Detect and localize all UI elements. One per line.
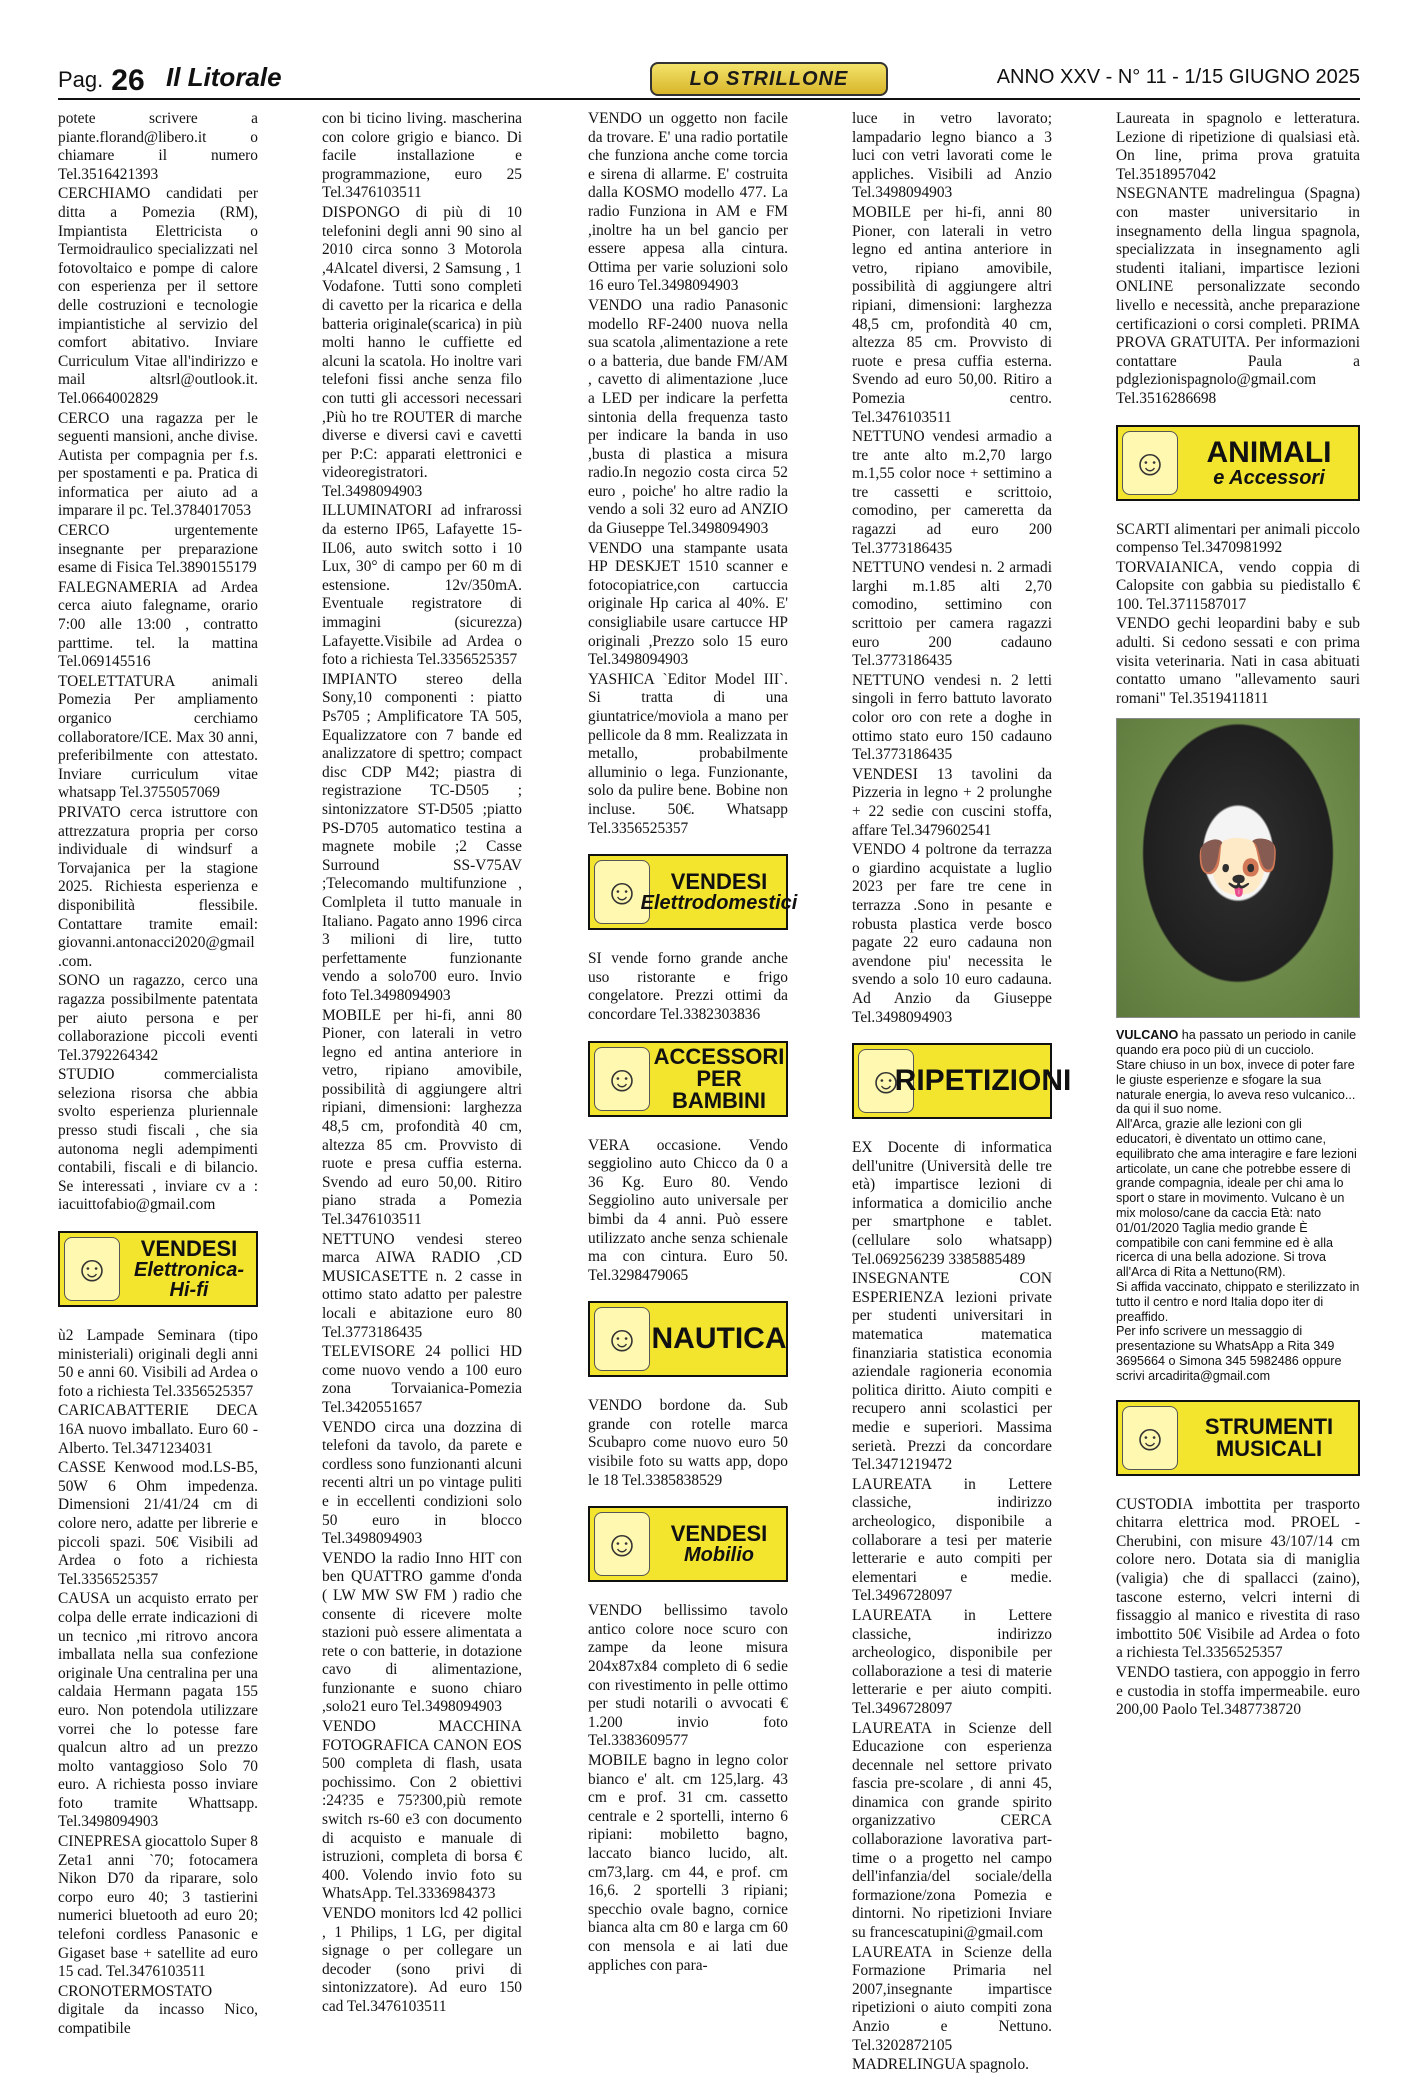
classified-ad: VENDO una radio Panasonic modello RF-2400 nuova nella sua scatola ,alimentazione a rete o a batteria, due bande FM/AM , cavetto di alimentazione ,luce a LED per indicare la perfetta sintonia della frequenza tasto per indicare la banda in uso ,busta di plastica a misura radio.In negozio costa circa 52 euro , poiche' ho altre radio la vendo a soli 32 euro ad ANZIO da Giuseppe Tel.3498094903 [588, 296, 788, 538]
banner-line-1: VENDESI [670, 1521, 768, 1547]
classified-ad: VENDO un oggetto non facile da trovare. E' una radio portatile che funziona anche come torcia e sirena di allarme. E' costruita dalla KOSMO modello 477. La radio Funziona in AM e FM ,inoltre ha un bel gancio per essere appesa alla cintura. Ottima per varie soluzioni solo 16 euro Tel.3498094903 [588, 110, 788, 295]
classified-ad: LAUREATA in Scienze dell Educazione con esperienza decennale nel settore privato fascia pre-scolare , di anni 45, dinamica con grande spirito organizzativo CERCA collaborazione lavorativa part-time o a progetto nel campo dell'infanzia/del sociale/della formazione/zona Pomezia e dintorni. No ripetizioni Inviare su francescatupini@gmail.com [852, 1719, 1052, 1942]
newsboy-icon: ☺ [594, 860, 650, 924]
classified-ad: NSEGNANTE madrelingua (Spagna) con master universitario in insegnamento della lingua spagnola, specializzata in insegnamento agli studenti italiani, impartisce lezioni ONLINE personalizzate secondo livello e necessità, anche preparazione certificazioni o corsi completi. PRIMA PROVA GRATUITA. Per informazioni contattare Paula a pdglezionispagnolo@gmail.com Tel.3516286698 [1116, 185, 1360, 407]
classified-ad: NETTUNO vendesi armadio a tre ante alto m.2,70 largo m.1,55 color noce + settimino a tre cassetti e scrittoio, comodino, per cameretta da ragazzi ad euro 200 Tel.3773186435 [852, 428, 1052, 557]
classified-ad: DISPONGO di più di 10 telefonini degli anni 90 sino al 2010 circa sonno 3 Motorola ,4Alcatel diversi, 2 Samsung , 1 Vodafone. Tutti sono completi di cavetto per la ricarica e della batteria originale(scarica) in più molti hanno le cuffiette ed alcuni la scatola. Ho inoltre vari telefoni fissi anche senza filo con tutti gli accessori necessari ,Più ho tre ROUTER di marche diverse e diversi cavi e cavetti per P:C: apparati elettronici e videoregistratori. Tel.3498094903 [322, 203, 522, 500]
banner-text [653, 1043, 785, 1115]
classified-ad: TELEVISORE 24 pollici HD come nuovo vendo a 100 euro zona Torvaianica-Pomezia Tel.3420551657 [322, 1343, 522, 1416]
column-2 [322, 110, 522, 2018]
newsboy-icon: ☺ [858, 1049, 914, 1113]
classified-ad: IMPIANTO stereo della Sony,10 componenti : piatto Ps705 ; Amplificatore TA 505, Equalizzatore con 7 bande ed analizzatore di spettro; compact disc CDP M42; piastra di registrazione TC-D505 ; sintonizzatore ST-D505 ;piatto PS-D705 automatico testina a magnete mobile ;2 Casse Surround SS-V75AV ;Telecomando multifunzione , Comlpleta il tutto manuale in Italiano. Pagato anno 1996 circa 3 milioni di lire, tutto perfettamente funzionante vendo a solo700 euro. Invio foto Tel.3498094903 [322, 670, 522, 1004]
ads-group [1116, 110, 1360, 409]
classified-ad: NETTUNO vendesi stereo marca AIWA RADIO ,CD MUSICASETTE n. 2 casse in ottimo stato adatto per palestre locali e abitazione euro 80 Tel.3773186435 [322, 1230, 522, 1341]
classified-ad: VENDO MACCHINA FOTOGRAFICA CANON EOS 500 completa di flash, usata pochissimo. Con 2 obiettivi :24?35 e 75?300,più remote switch rs-60 e3 con documento di acquisto e manuale di istruzioni, completa di borsa € 400. Volendo invio foto su WhatsApp. Tel.3336984373 [322, 1718, 522, 1903]
classified-ad: MOBILE bagno in legno color bianco e' alt. cm 125,larg. 43 cm e prof. 31 cm. cassetto centrale e 2 sportelli, interno 6 ripiani: mobiletto bagno, laccato bianco lucido, alt. cm73,larg. cm 44, e prof. cm 16,6. 2 sportelli 3 ripiani; specchio ovale bagno, cornice bianca alta cm 80 e larga cm 60 con mensola e ai lati due appliches con para- [588, 1752, 788, 1974]
banner-text [894, 1045, 1072, 1117]
newsboy-icon: ☺ [1122, 431, 1178, 495]
dog-name: VULCANO [1116, 1028, 1179, 1043]
classified-ad: YASHICA `Editor Model III`. Si tratta di una giuntatrice/moviola a mano per pellicole da 8 mm. Realizzata in metallo, probabilmente alluminio o lega. Funzionante, solo da pulire bene. Bobine non incluse. 50€. Whatsapp Tel.3356525357 [588, 670, 788, 837]
header-divider [58, 98, 1360, 100]
banner-line-1: VENDESI [670, 869, 768, 895]
classified-ad: VENDO tastiera, con appoggio in ferro e custodia in stoffa impermeabile. euro 200,00 Paolo Tel.3487738720 [1116, 1663, 1360, 1719]
page-number: 26 [111, 64, 145, 97]
classified-ad: NETTUNO vendesi n. 2 letti singoli in ferro battuto lavorato color oro con rete a doghe in ottimo stato euro 150 cadauno Tel.3773186435 [852, 671, 1052, 764]
caption-text: Si affida vaccinato, chippato e sterilizzato in tutto il centro e nord Italia dopo iter di preaffido. [1116, 1279, 1360, 1324]
banner-text [1184, 427, 1354, 499]
ads-group [58, 110, 258, 1215]
banner-line-2: Mobilio [684, 1544, 754, 1567]
page-header [58, 58, 1360, 98]
classified-ad: TORVAIANICA, vendo coppia di Calopsite con gabbia su piedistallo € 100. Tel.3711587017 [1116, 558, 1360, 613]
classified-ad: CARICABATTERIE DECA 16A nuovo imballato. Euro 60 - Alberto. Tel.3471234031 [58, 1402, 258, 1457]
banner-line-2: Elettrodomestici [640, 892, 798, 915]
ads-group [58, 1327, 258, 2039]
column-4 [852, 110, 1072, 2076]
classified-ad: LAUREATA in Lettere classiche, indirizzo archeologico, disponibile a collaborare a tesi per materie letterarie e auto compiti per elementari e medie. Tel.3496728097 [852, 1475, 1052, 1605]
banner-text [1184, 1402, 1354, 1474]
ads-group [588, 1602, 788, 1975]
banner-text [126, 1233, 252, 1305]
classified-ad: VENDESI 13 tavolini da Pizzeria in legno + 2 prolunghe + 22 sedie con cuscini stoffa, affare Tel.3479602541 [852, 765, 1052, 839]
classified-ad: CERCO una ragazza per le seguenti mansioni, anche divise. Autista per compagnia per f.s. per spostamenti e pa. Pratica di informatica per aiuto ad a imparare il pc. Tel.3784017053 [58, 409, 258, 520]
classified-ad: PRIVATO cerca istruttore con attrezzatura propria per corso individuale di windsurf a Torvajanica per la stagione 2025. Richiesta esperienza e disponibilità flessibile. Contattare tramite email: giovanni.antonacci2020@gmail.com. [58, 803, 258, 970]
classified-ad: FALEGNAMERIA ad Ardea cerca aiuto falegname, orario 7:00 alle 13:00 , contratto parttime. tel. la mattina Tel.069145516 [58, 578, 258, 671]
dog-photo [1116, 718, 1360, 1018]
classified-ad: SONO un ragazzo, cerco una ragazza possibilmente patentata per aiuto persona e per collaborazione piccoli eventi Tel.3792264342 [58, 972, 258, 1064]
newsboy-icon: ☺ [594, 1047, 650, 1111]
classified-ad: CAUSA un acquisto errato per colpa delle errate indicazioni di un tecnico ,mi ritrovo ancora imballata nella sua confezione originale Una centralina per una caldaia Hermann pagata 155 euro. Non potendola utilizzare vorrei che lo potesse fare qualcun altro ad un prezzo molto vantaggioso Solo 70 euro. A richiesta posso inviare foto tramite Whattsapp. Tel.3498094903 [58, 1590, 258, 1831]
classified-ad: MOBILE per hi-fi, anni 80 Pioner, con laterali in vetro legno ed antina anteriore in vetro, ripiano amovibile, possibilità di aggiungere altri ripiani, dimensioni: larghezza 48,5 cm, profondità 40 cm, altezza 85 cm. Provvisto di ruote e presa cuffia esterna. Svendo ad euro 50,00. Ritiro piano strada a Pomezia Tel.3476103511 [322, 1006, 522, 1229]
classified-ad: SCARTI alimentari per animali piccolo compenso Tel.3470981992 [1116, 520, 1360, 557]
ads-group [588, 950, 788, 1024]
banner-line-1: STRUMENTI [1204, 1413, 1334, 1439]
classified-ad: Laureata in spagnolo e letteratura. Lezione di ripetizione di qualsiasi età. On line, prima prova gratuita Tel.3518957042 [1116, 110, 1360, 183]
banner-text [656, 1508, 782, 1580]
classified-ad: VENDO bordone da. Sub grande con rotelle marca Scubapro come nuovo euro 50 visibile foto su watts app, dopo le 18 Tel.3385838529 [588, 1397, 788, 1489]
classified-ad: VENDO circa una dozzina di telefoni da tavolo, da parete e cordless sono funzionanti alcuni recenti altri un po vintage puliti e in eccellenti condizioni solo 50 euro in blocco Tel.3498094903 [322, 1418, 522, 1548]
page-label-text: Pag. [58, 67, 104, 92]
ads-group [588, 110, 788, 838]
section-banner-nautica [588, 1301, 788, 1377]
classified-ad: VERA occasione. Vendo seggiolino auto Chicco da 0 a 36 Kg. Euro 80. Vendo Seggiolino auto universale per bimbi da 4 anni. Può essere utilizzato anche senza schienale ma con cintura. Euro 50. Tel.3298479065 [588, 1136, 788, 1284]
dog-caption [1116, 1028, 1360, 1383]
section-banner-elettronica [58, 1231, 258, 1307]
section-banner-animali [1116, 425, 1360, 501]
banner-line-1: RIPETIZIONI [894, 1064, 1072, 1098]
newsboy-icon: ☺ [594, 1512, 650, 1576]
classified-ad: VENDO bellissimo tavolo antico colore noce scuro con zampe da leone misura 204x87x84 completo di 6 sedie con rivestimento in pelle ottimo per studi notarili o avvocati € 1.200 invio foto Tel.3383609577 [588, 1602, 788, 1750]
classified-ad: CERCO urgentemente insegnante per preparazione esame di Fisica Tel.3890155179 [58, 522, 258, 577]
classified-ad: potete scrivere a piante.florand@libero.it o chiamare il numero Tel.3516421393 [58, 110, 258, 183]
classified-ad: NETTUNO vendesi n. 2 armadi larghi m.1.85 alti 2,70 comodino, settimino con scrittoio per camera ragazzi euro 200 cadauno Tel.3773186435 [852, 559, 1052, 670]
caption-text: ha passato un periodo in canile quando era poco più di un cucciolo. [1116, 1028, 1357, 1058]
classified-ad: VENDO 4 poltrone da terrazza o giardino acquistate a luglio 2023 per fare tre cene in terrazza .Sono in pesante e robusta plastica verde bosco pagate 22 euro cadauna non avendone piu' necessita le svendo a solo 10 euro cadauna. Ad Anzio da Giuseppe Tel.3498094903 [852, 841, 1052, 1026]
classified-ad: STUDIO commercialista seleziona risorsa che abbia svolto esperienza pluriennale presso studi fiscali , che sia autonoma negli adempimenti contabili, fiscali e di bilancio. Se interessati , inviare cv a : iacuittofabio@gmail.com [58, 1066, 258, 1214]
ads-group [1116, 1496, 1360, 1720]
banner-line-1: VENDESI [140, 1236, 238, 1262]
classified-ad: VENDO monitors lcd 42 pollici , 1 Philips, 1 LG, per digital signage o per collegare un decoder (sono privi di sintonizzatore). Ad euro 150 cad Tel.3476103511 [322, 1905, 522, 2015]
classified-ad: EX Docente di informatica dell'unitre (Università delle tre età) impartisce lezioni di informatica a domicilio anche per smartphone e tablet. (cellulare solo whatsapp) Tel.069256239 3385885489 [852, 1139, 1052, 1268]
classified-ad: CUSTODIA imbottita per trasporto chitarra elettrica mod. PROEL - Cherubini, con misure 43/107/14 cm colore nero. Dotata sia di maniglia (valigia) che di spallacci (zaino), tascone esterno, velcri interni di fissaggio al manico e rivestita di raso imbottito 50€ Visibile ad Ardea o foto a richiesta Tel.3356525357 [1116, 1495, 1360, 1662]
classified-ad: luce in vetro lavorato; lampadario legno bianco a 3 luci con vetri lavorati come le appliches. Visibili ad Anzio Tel.3498094903 [852, 110, 1052, 202]
classified-ad: CERCHIAMO candidati per ditta a Pomezia (RM), Impiantista Elettricista o Termoidraulico specializzati nel fotovoltaico e pompe di calore con esperienza per il settore delle costruzioni e tecnologie impiantistiche al servizio del comfort abitativo. Inviare Curriculum Vitae all'indirizzo e mail altsrl@outlook.it. Tel.0664002829 [58, 185, 258, 407]
banner-text [651, 1303, 787, 1375]
section-banner-elettrodomestici [588, 854, 798, 930]
classified-ad: CRONOTERMOSTATO digitale da incasso Nico, compatibile [58, 1982, 258, 2037]
section-banner-bambini [588, 1041, 788, 1117]
banner-line-1: ACCESSORI [653, 1043, 785, 1069]
banner-line-2: Elettronica-Hi-fi [133, 1259, 245, 1302]
publication-name: Il Litorale [166, 62, 282, 92]
caption-first [1116, 1028, 1360, 1058]
classified-ad: VENDO gechi leopardini baby e sub adulti. Si cedono sessati e con prima visita veterinaria. Nati in casa abituati contatto umano "allevamento sauri romani" Tel.3519411811 [1116, 615, 1360, 707]
banner-line-2: MUSICALI [1215, 1435, 1323, 1461]
banner-line-1: NAUTICA [651, 1322, 787, 1356]
ads-group [588, 1397, 788, 1490]
caption-text: All'Arca, grazie alle lezioni con gli educatori, è diventato un ottimo cane, equilibrato che ama interagire e fare lezioni articolate, un cane che potrebbe essere di grande compagnia, ideale per chi ama lo sport o stare in movimento. Vulcano è un mix moloso/cane da caccia Età: nato 01/01/2020 Taglia medio grande È compatibile con cani femmine ed è alla ricerca di una bella adozione. Si trova all'Arca di Rita a Nettuno(RM). [1116, 1117, 1357, 1280]
classified-ad: MADRELINGUA spagnolo. [852, 2056, 1029, 2074]
section-banner-strumenti [1116, 1400, 1360, 1476]
ads-group [852, 1139, 1052, 2075]
ads-group [588, 1137, 788, 1286]
page-label [58, 64, 145, 98]
classified-ad: CASSE Kenwood mod.LS-B5, 50W 6 Ohm impedenza. Dimensioni 21/41/24 cm di colore nero, adatte per librerie e piccoli spazi. 50€ Visibili ad Ardea o foto a richiesta Tel.3356525357 [58, 1459, 258, 1588]
classified-ad: MOBILE per hi-fi, anni 80 Pioner, con laterali in vetro legno ed antina anteriore in vetro, ripiano amovibile, possibilità di aggiungere altri ripiani, dimensioni: larghezza 48,5 cm, profondità 40 cm, altezza 85 cm. Provvisto di ruote e presa cuffia esterna. Svendo ad euro 50,00. Ritiro a Pomezia centro. Tel.3476103511 [852, 203, 1052, 426]
caption-text: Stare chiuso in un box, invece di poter fare le giuste esperienze e sfogare la sua naturale energia, lo aveva reso vulcanico... da qui il suo nome. [1116, 1058, 1356, 1117]
dog-icon: 🐶 [1194, 829, 1282, 907]
classified-ad: LAUREATA in Lettere classiche, indirizzo archeologico, disponibile per collaborazione a tesi di materie letterarie e per aiuto compiti. Tel.3496728097 [852, 1606, 1052, 1717]
classified-ad: VENDO una stampante usata HP DESKJET 1510 scanner e fotocopiatrice,con cartuccia originale Hp carica al 40%. E' consigliabile usare cartucce HP originali ,Prezzo solo 15 euro Tel.3498094903 [588, 539, 788, 669]
newsboy-icon: ☺ [64, 1237, 120, 1301]
newsboy-icon: ☺ [1122, 1406, 1178, 1470]
classified-ad: INSEGNANTE CON ESPERIENZA lezioni private per studenti universitari in matematica matematica finanziaria statistica economia aziendale ragioneria economia politica diritto. Aiuto compiti e recupero anni scolastici per medie e superiori. Massima serietà. Prezzi da concordare Tel.3471219472 [852, 1270, 1052, 1474]
column-5 [1116, 110, 1360, 1721]
classified-ad: CINEPRESA giocattolo Super 8 Zeta1 anni `70; fotocamera Nikon D70 da riparare, solo corpo euro 40; 3 tastierini numerici bluetooth ad euro 20; telefoni cordless Panasonic e Gigaset base + satellite ad euro 15 cad. Tel.3476103511 [58, 1833, 258, 1981]
caption-text: Per info scrivere un messaggio di presentazione su WhatsApp a Rita 349 3695664 o Simona 345 5982486 oppure scrivi arcadirita@gmail.com [1116, 1324, 1342, 1383]
classified-ad: ù2 Lampade Seminara (tipo ministeriali) originali degli anni 50 e anni 60. Visibili ad Ardea o foto a richiesta Tel.3356525357 [58, 1327, 258, 1400]
column-3 [588, 110, 798, 1976]
newsboy-icon: ☺ [594, 1307, 650, 1371]
column-1 [58, 110, 258, 2040]
classified-ad: TOELETTATURA animali Pomezia Per ampliamento organico cerchiamo collaboratore/ICE. Max 30 anni, preferibilmente con attestato. Inviare curriculum vitae whatsapp Tel.3755057069 [58, 672, 258, 802]
banner-line-2: e Accessori [1213, 466, 1325, 489]
strillone-logo: LO STRILLONE [650, 62, 888, 96]
classified-ad: SI vende forno grande anche uso ristorante e frigo congelatore. Prezzi ottimi da concordare Tel.3382303836 [588, 950, 788, 1023]
classified-ad: LAUREATA in Scienze della Formazione Primaria nel 2007,insegnante impartisce ripetizioni o aiuto compiti zona Anzio e Nettuno. Tel.3202872105 [852, 1943, 1052, 2054]
classified-ad: ILLUMINATORI ad infrarossi da esterno IP65, Lafayette 15-IL06, auto switch sotto i 10 Lux, 30° di campo per 60 m di estensione. 12v/350mA. Eventuale registratore di immagini (sicurezza) Lafayette.Visibile ad Ardea o foto a richiesta Tel.3356525357 [322, 502, 522, 669]
section-banner-mobilio [588, 1506, 788, 1582]
classified-ad: VENDO la radio Inno HIT con ben QUATTRO gamme d'onda ( LW MW SW FM ) radio che consente di ricevere molte stazioni può essere alimentata a rete o con batterie, in dotazione cavo di alimentazione, funzionante e suono chiaro ,solo21 euro Tel.3498094903 [322, 1549, 522, 1716]
banner-line-1: ANIMALI [1206, 435, 1332, 469]
ads-group [322, 110, 522, 2017]
section-banner-ripetizioni [852, 1043, 1072, 1119]
issue-info: ANNO XXV - N° 11 - 1/15 GIUGNO 2025 [996, 66, 1360, 88]
banner-text [640, 856, 798, 928]
ads-group [1116, 521, 1360, 709]
ads-group [852, 110, 1052, 1027]
banner-line-2: PER BAMBINI [671, 1065, 767, 1113]
classified-ad: con bi ticino living. mascherina con colore grigio e bianco. Di facile installazione e programmazione, euro 25 Tel.3476103511 [322, 110, 522, 202]
